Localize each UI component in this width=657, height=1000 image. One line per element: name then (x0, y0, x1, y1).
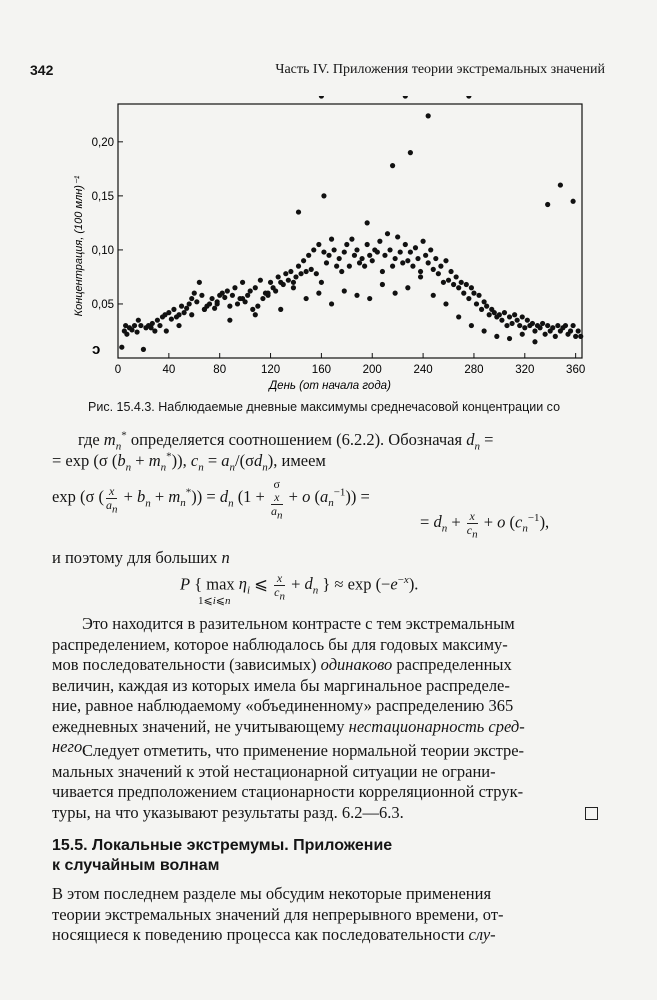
data-point (332, 247, 337, 252)
data-point (377, 239, 382, 244)
paragraph-3: В этом последнем разделе мы обсудим некоторые применения теории экстремальных значений для непрерывного времени, от- носящиеся к поведению процесса как последовательности слу- (52, 884, 504, 944)
data-point (484, 304, 489, 309)
data-point (304, 296, 309, 301)
data-point (550, 325, 555, 330)
zero-marker: ↄ (92, 341, 101, 358)
x-tick-label: 0 (114, 364, 122, 376)
data-point (171, 307, 176, 312)
data-point (568, 328, 573, 333)
data-point (235, 301, 240, 306)
data-point (296, 264, 301, 269)
paragraph-1: Это находится в разительном контрасте с тем экстремальным распределением, которое наблюдалось бы для годовых максиму- мов последовательности (зависимых) одинаково распределенных величин, каждая из которых имела бы маргинальное распределе- ние, равное наблюдаемому «объединенному» распределению 365 ежедневных значений, не учитывающему нестационарность сред- него. (52, 614, 525, 756)
data-point (454, 274, 459, 279)
data-point (157, 323, 162, 328)
data-point (278, 307, 283, 312)
data-point (504, 323, 509, 328)
data-point (352, 253, 357, 258)
data-point (326, 253, 331, 258)
data-point (349, 237, 354, 242)
data-point (443, 258, 448, 263)
data-point (362, 264, 367, 269)
data-point (456, 314, 461, 319)
data-point (288, 269, 293, 274)
data-point (431, 267, 436, 272)
x-tick-label: 80 (213, 364, 227, 376)
data-point (202, 307, 207, 312)
data-point (337, 256, 342, 261)
data-point (189, 296, 194, 301)
data-point (347, 264, 352, 269)
data-point (502, 310, 507, 315)
data-point (209, 296, 214, 301)
data-point (291, 285, 296, 290)
data-point (436, 271, 441, 276)
data-point (220, 291, 225, 296)
data-point (573, 334, 578, 339)
data-point (410, 264, 415, 269)
data-point (395, 234, 400, 239)
data-point (329, 301, 334, 306)
data-point (273, 288, 278, 293)
data-point (390, 163, 395, 168)
data-point (405, 258, 410, 263)
data-point (227, 304, 232, 309)
data-point (253, 312, 258, 317)
formula-3-sub: 1⩽i⩽n (198, 595, 231, 607)
data-point (443, 301, 448, 306)
qed-box-icon (585, 807, 598, 820)
data-point (245, 293, 250, 298)
data-point (512, 312, 517, 317)
data-point (342, 288, 347, 293)
data-point (530, 321, 535, 326)
data-point (129, 327, 134, 332)
data-point (563, 323, 568, 328)
data-point (250, 307, 255, 312)
x-tick-label: 240 (413, 364, 433, 376)
x-axis-label: День (от начала года) (269, 380, 391, 392)
data-point (365, 242, 370, 247)
data-point (230, 293, 235, 298)
data-point (321, 193, 326, 198)
data-point (555, 323, 560, 328)
data-point (197, 280, 202, 285)
data-point (487, 312, 492, 317)
data-point (545, 323, 550, 328)
data-point (199, 293, 204, 298)
data-point (418, 274, 423, 279)
x-tick-label: 40 (162, 364, 176, 376)
data-point (212, 306, 217, 311)
data-point (321, 249, 326, 254)
data-point (403, 96, 408, 99)
data-point (441, 280, 446, 285)
data-point (309, 267, 314, 272)
data-point (179, 304, 184, 309)
data-point (507, 314, 512, 319)
x-tick-label: 280 (464, 364, 484, 376)
data-point (334, 264, 339, 269)
data-point (515, 318, 520, 323)
data-point (339, 269, 344, 274)
data-point (571, 199, 576, 204)
data-point (169, 316, 174, 321)
data-point (509, 321, 514, 326)
data-point (532, 339, 537, 344)
data-point (314, 271, 319, 276)
data-point (276, 274, 281, 279)
data-point (471, 291, 476, 296)
data-point (176, 312, 181, 317)
data-point (464, 282, 469, 287)
data-point (344, 242, 349, 247)
data-point (293, 274, 298, 279)
data-point (532, 328, 537, 333)
data-point (357, 260, 362, 265)
data-point (141, 347, 146, 352)
data-point (537, 325, 542, 330)
data-point (474, 301, 479, 306)
data-point (148, 325, 153, 330)
data-point (283, 271, 288, 276)
data-point (385, 231, 390, 236)
data-point (354, 293, 359, 298)
data-point (433, 256, 438, 261)
data-point (258, 278, 263, 283)
data-point (393, 291, 398, 296)
data-point (466, 296, 471, 301)
data-point (286, 278, 291, 283)
data-point (138, 323, 143, 328)
x-tick-label: 200 (362, 364, 382, 376)
paragraph-2: Следует отметить, что применение нормальной теории экстре- мальных значений к этой нестационарной ситуации не ограни- чивается предположением стационарности корреляционной струк- туры, на что указывают результаты разд. 6.2—6.3. (52, 741, 600, 823)
data-point (119, 345, 124, 350)
data-point (408, 150, 413, 155)
data-point (124, 332, 129, 337)
data-point (558, 182, 563, 187)
x-tick-label: 120 (260, 364, 281, 376)
data-point (387, 247, 392, 252)
data-point (446, 278, 451, 283)
data-point (382, 253, 387, 258)
data-point (265, 291, 270, 296)
data-point (375, 249, 380, 254)
data-point (540, 321, 545, 326)
data-point (311, 247, 316, 252)
data-point (415, 256, 420, 261)
data-point (492, 310, 497, 315)
data-point (316, 242, 321, 247)
data-point (268, 280, 273, 285)
data-point (497, 312, 502, 317)
data-point (413, 245, 418, 250)
data-point (461, 291, 466, 296)
data-point (207, 301, 212, 306)
data-point (420, 239, 425, 244)
data-point (232, 285, 237, 290)
running-title: Часть IV. Приложения теории экстремальных значений (275, 62, 605, 77)
data-point (466, 96, 471, 99)
page-number: 342 (30, 62, 54, 78)
plot-frame (118, 104, 582, 358)
data-point (176, 323, 181, 328)
data-point (507, 336, 512, 341)
data-point (329, 237, 334, 242)
data-point (431, 293, 436, 298)
x-tick-label: 320 (515, 364, 535, 376)
data-point (354, 247, 359, 252)
data-point (215, 301, 220, 306)
data-point (240, 296, 245, 301)
data-point (298, 271, 303, 276)
data-point (428, 247, 433, 252)
data-point (155, 318, 160, 323)
text-line-2: = exp (σ $(b_n + m_n^*)$), $c_n = a_n/(\sigma d_n)$, имеем (52, 450, 326, 474)
data-point (393, 256, 398, 261)
data-point (304, 269, 309, 274)
data-point (553, 334, 558, 339)
data-point (482, 328, 487, 333)
data-point (227, 318, 232, 323)
data-point (525, 318, 530, 323)
y-tick-label: 0,05 (91, 298, 114, 311)
data-point (390, 264, 395, 269)
data-points (119, 96, 583, 352)
data-point (482, 299, 487, 304)
data-point (192, 291, 197, 296)
data-point (253, 285, 258, 290)
data-point (438, 264, 443, 269)
data-point (342, 249, 347, 254)
data-point (370, 258, 375, 263)
formula-3: P { $\max \eta_i$ ⩽ $\frac{x}{c_n}$ + $d_n$ } ≈ $\exp (-e^{-x})$. (180, 571, 419, 603)
data-point (448, 269, 453, 274)
scatter-chart (68, 96, 598, 396)
y-tick-label: 0,10 (91, 244, 114, 257)
data-point (380, 269, 385, 274)
y-tick-label: 0,20 (91, 136, 114, 149)
data-point (136, 318, 141, 323)
data-point (240, 280, 245, 285)
data-point (301, 258, 306, 263)
data-point (359, 256, 364, 261)
data-point (187, 301, 192, 306)
data-point (578, 334, 583, 339)
running-header (30, 62, 605, 82)
data-point (517, 323, 522, 328)
data-point (520, 314, 525, 319)
text-line-3: и поэтому для больших n (52, 548, 230, 567)
x-ticks (115, 353, 585, 376)
data-point (469, 285, 474, 290)
data-point (545, 202, 550, 207)
data-point (225, 288, 230, 293)
data-point (222, 295, 227, 300)
figure-caption (88, 400, 648, 414)
data-point (400, 260, 405, 265)
data-point (367, 253, 372, 258)
data-point (520, 332, 525, 337)
formula-1: exp (σ ( $\frac{x}{a_n}$ + $b_n + m_n^*)) = d_n$ (1 + σ x $a_n$ + o $(a_n^{-1})$) = (52, 477, 370, 522)
data-point (459, 280, 464, 285)
data-point (367, 296, 372, 301)
data-point (418, 269, 423, 274)
data-point (319, 280, 324, 285)
data-point (291, 280, 296, 285)
data-point (479, 307, 484, 312)
data-point (132, 323, 137, 328)
text-line-1: где $m_n^*$ определяется соотношением (6.2.2). Обозначая $d_n$ = (78, 429, 494, 453)
caption-label: Рис. 15.4.3. (88, 400, 155, 414)
y-tick-label: 0,15 (91, 190, 114, 203)
data-point (296, 209, 301, 214)
section-heading: 15.5. Локальные экстремумы. Приложение к случайным волнам (52, 837, 393, 874)
data-point (248, 288, 253, 293)
data-point (499, 318, 504, 323)
data-point (319, 96, 324, 99)
caption-text: Наблюдаемые дневные максимумы среднечасовой концентрации со (158, 400, 561, 414)
data-point (166, 310, 171, 315)
data-point (365, 220, 370, 225)
data-point (543, 332, 548, 337)
x-tick-label: 360 (566, 364, 586, 376)
data-point (324, 260, 329, 265)
data-point (405, 285, 410, 290)
data-point (576, 328, 581, 333)
data-point (306, 253, 311, 258)
data-point (403, 242, 408, 247)
data-point (380, 282, 385, 287)
formula-2: = $d_n$ + $\frac{x}{c_n}$ + o $(c_n^{-1})$, (420, 509, 550, 541)
data-point (164, 328, 169, 333)
data-point (469, 323, 474, 328)
data-point (316, 291, 321, 296)
data-point (123, 323, 128, 328)
data-point (260, 296, 265, 301)
x-tick-label: 160 (311, 364, 331, 376)
data-point (255, 304, 260, 309)
data-point (134, 329, 139, 334)
data-point (184, 306, 189, 311)
y-axis-label: Концентрация, (100 млн)⁻¹ (73, 175, 85, 317)
data-point (476, 293, 481, 298)
data-point (494, 334, 499, 339)
data-point (281, 282, 286, 287)
data-point (182, 310, 187, 315)
data-point (451, 282, 456, 287)
data-point (189, 312, 194, 317)
data-point (426, 260, 431, 265)
data-point (456, 285, 461, 290)
data-point (522, 325, 527, 330)
data-point (408, 249, 413, 254)
data-point (571, 323, 576, 328)
data-point (426, 113, 431, 118)
data-point (423, 253, 428, 258)
data-point (194, 299, 199, 304)
data-point (398, 249, 403, 254)
